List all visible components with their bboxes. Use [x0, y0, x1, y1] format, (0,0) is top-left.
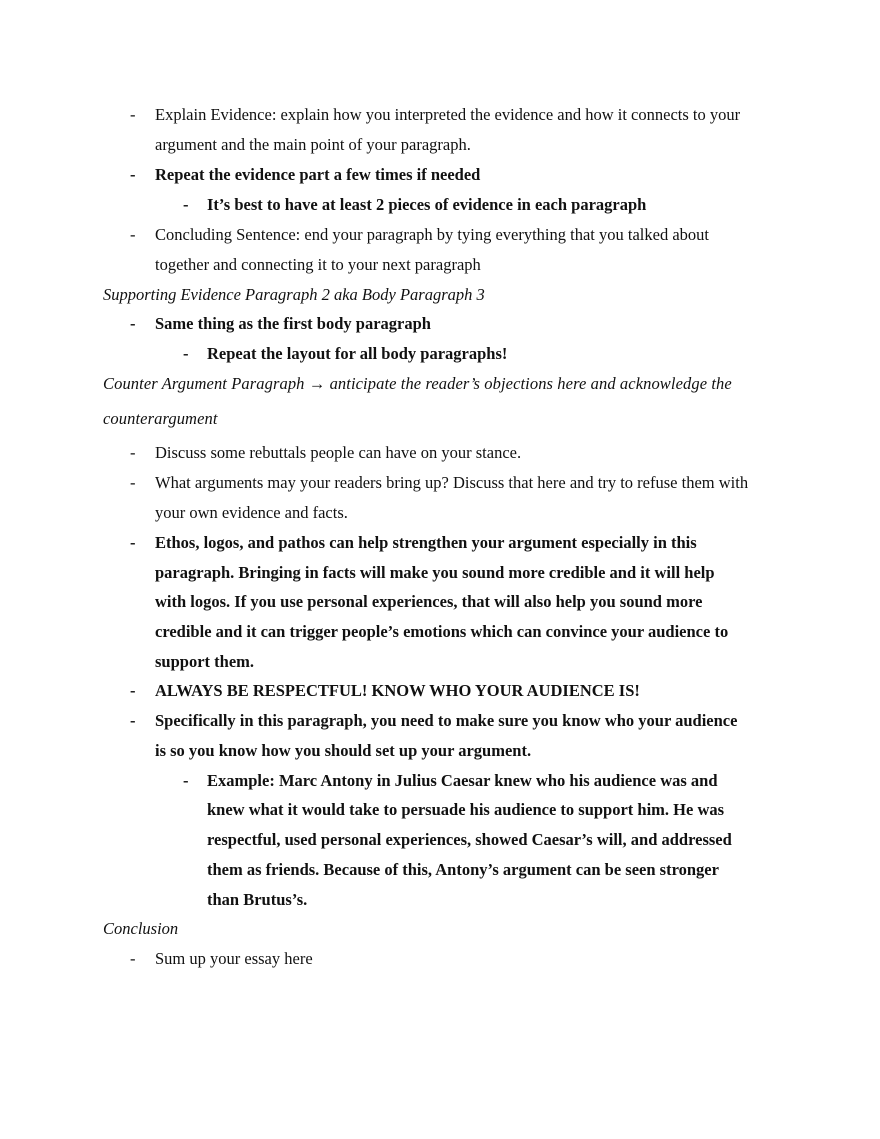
- bullet-ethos-logos-pathos: Ethos, logos, and pathos can help strengthen your argument especially in this: [155, 533, 697, 552]
- bullet-dash: -: [130, 711, 136, 730]
- bullet-dash: -: [130, 105, 136, 124]
- sub-bullet-example-cont-2: respectful, used personal experiences, showed Caesar’s will, and addressed: [207, 830, 732, 849]
- sub-bullet-repeat-layout: Repeat the layout for all body paragraphs!: [207, 344, 508, 363]
- bullet-dash: -: [130, 165, 136, 184]
- bullet-concluding-sentence: Concluding Sentence: end your paragraph by tying everything that you talked about: [155, 225, 709, 244]
- sub-bullet-example-cont-1: knew what it would take to persuade his audience to support him. He was: [207, 800, 725, 819]
- sub-bullet-dash: -: [183, 195, 189, 214]
- section-heading-conclusion: Conclusion: [103, 919, 179, 938]
- bullet-reader-arguments-cont: your own evidence and facts.: [155, 503, 348, 522]
- bullet-ethos-logos-pathos-cont-4: support them.: [155, 652, 255, 671]
- bullet-dash: -: [130, 681, 136, 700]
- bullet-dash: -: [130, 533, 136, 552]
- bullet-dash: -: [130, 473, 136, 492]
- section-heading-counter-argument: Counter Argument Paragraph → anticipate the reader’s objections here and acknowledge the: [103, 374, 732, 393]
- sub-bullet-dash: -: [183, 344, 189, 363]
- section-heading-body-paragraph-3: Supporting Evidence Paragraph 2 aka Body Paragraph 3: [103, 285, 485, 304]
- bullet-dash: -: [130, 314, 136, 333]
- bullet-dash: -: [130, 225, 136, 244]
- bullet-concluding-sentence-cont: together and connecting it to your next paragraph: [155, 255, 481, 274]
- sub-bullet-two-pieces: It’s best to have at least 2 pieces of evidence in each paragraph: [207, 195, 647, 214]
- section-heading-counter-argument-cont: counterargument: [103, 409, 218, 428]
- bullet-reader-arguments: What arguments may your readers bring up? Discuss that here and try to refuse them with: [155, 473, 749, 492]
- bullet-same-thing: Same thing as the first body paragraph: [155, 314, 431, 333]
- bullet-sum-up: Sum up your essay here: [155, 949, 313, 968]
- bullet-know-audience-cont: is so you know how you should set up your argument.: [155, 741, 532, 760]
- bullet-explain-evidence-cont: argument and the main point of your paragraph.: [155, 135, 471, 154]
- bullet-repeat-evidence: Repeat the evidence part a few times if needed: [155, 165, 481, 184]
- bullet-ethos-logos-pathos-cont-3: credible and it can trigger people’s emotions which can convince your audience to: [155, 622, 729, 641]
- bullet-dash: -: [130, 443, 136, 462]
- bullet-always-respectful: ALWAYS BE RESPECTFUL! KNOW WHO YOUR AUDIENCE IS!: [155, 681, 640, 700]
- sub-bullet-example: Example: Marc Antony in Julius Caesar knew who his audience was and: [207, 771, 718, 790]
- bullet-ethos-logos-pathos-cont-1: paragraph. Bringing in facts will make you sound more credible and it will help: [155, 563, 715, 582]
- bullet-rebuttals: Discuss some rebuttals people can have on your stance.: [155, 443, 522, 462]
- sub-bullet-example-cont-3: them as friends. Because of this, Antony’s argument can be seen stronger: [207, 860, 719, 879]
- sub-bullet-dash: -: [183, 771, 189, 790]
- bullet-dash: -: [130, 949, 136, 968]
- bullet-ethos-logos-pathos-cont-2: with logos. If you use personal experiences, that will also help you sound more: [155, 592, 703, 611]
- sub-bullet-example-cont-4: than Brutus’s.: [207, 890, 308, 909]
- bullet-explain-evidence: Explain Evidence: explain how you interpreted the evidence and how it connects to your: [155, 105, 741, 124]
- bullet-know-audience: Specifically in this paragraph, you need to make sure you know who your audience: [155, 711, 738, 730]
